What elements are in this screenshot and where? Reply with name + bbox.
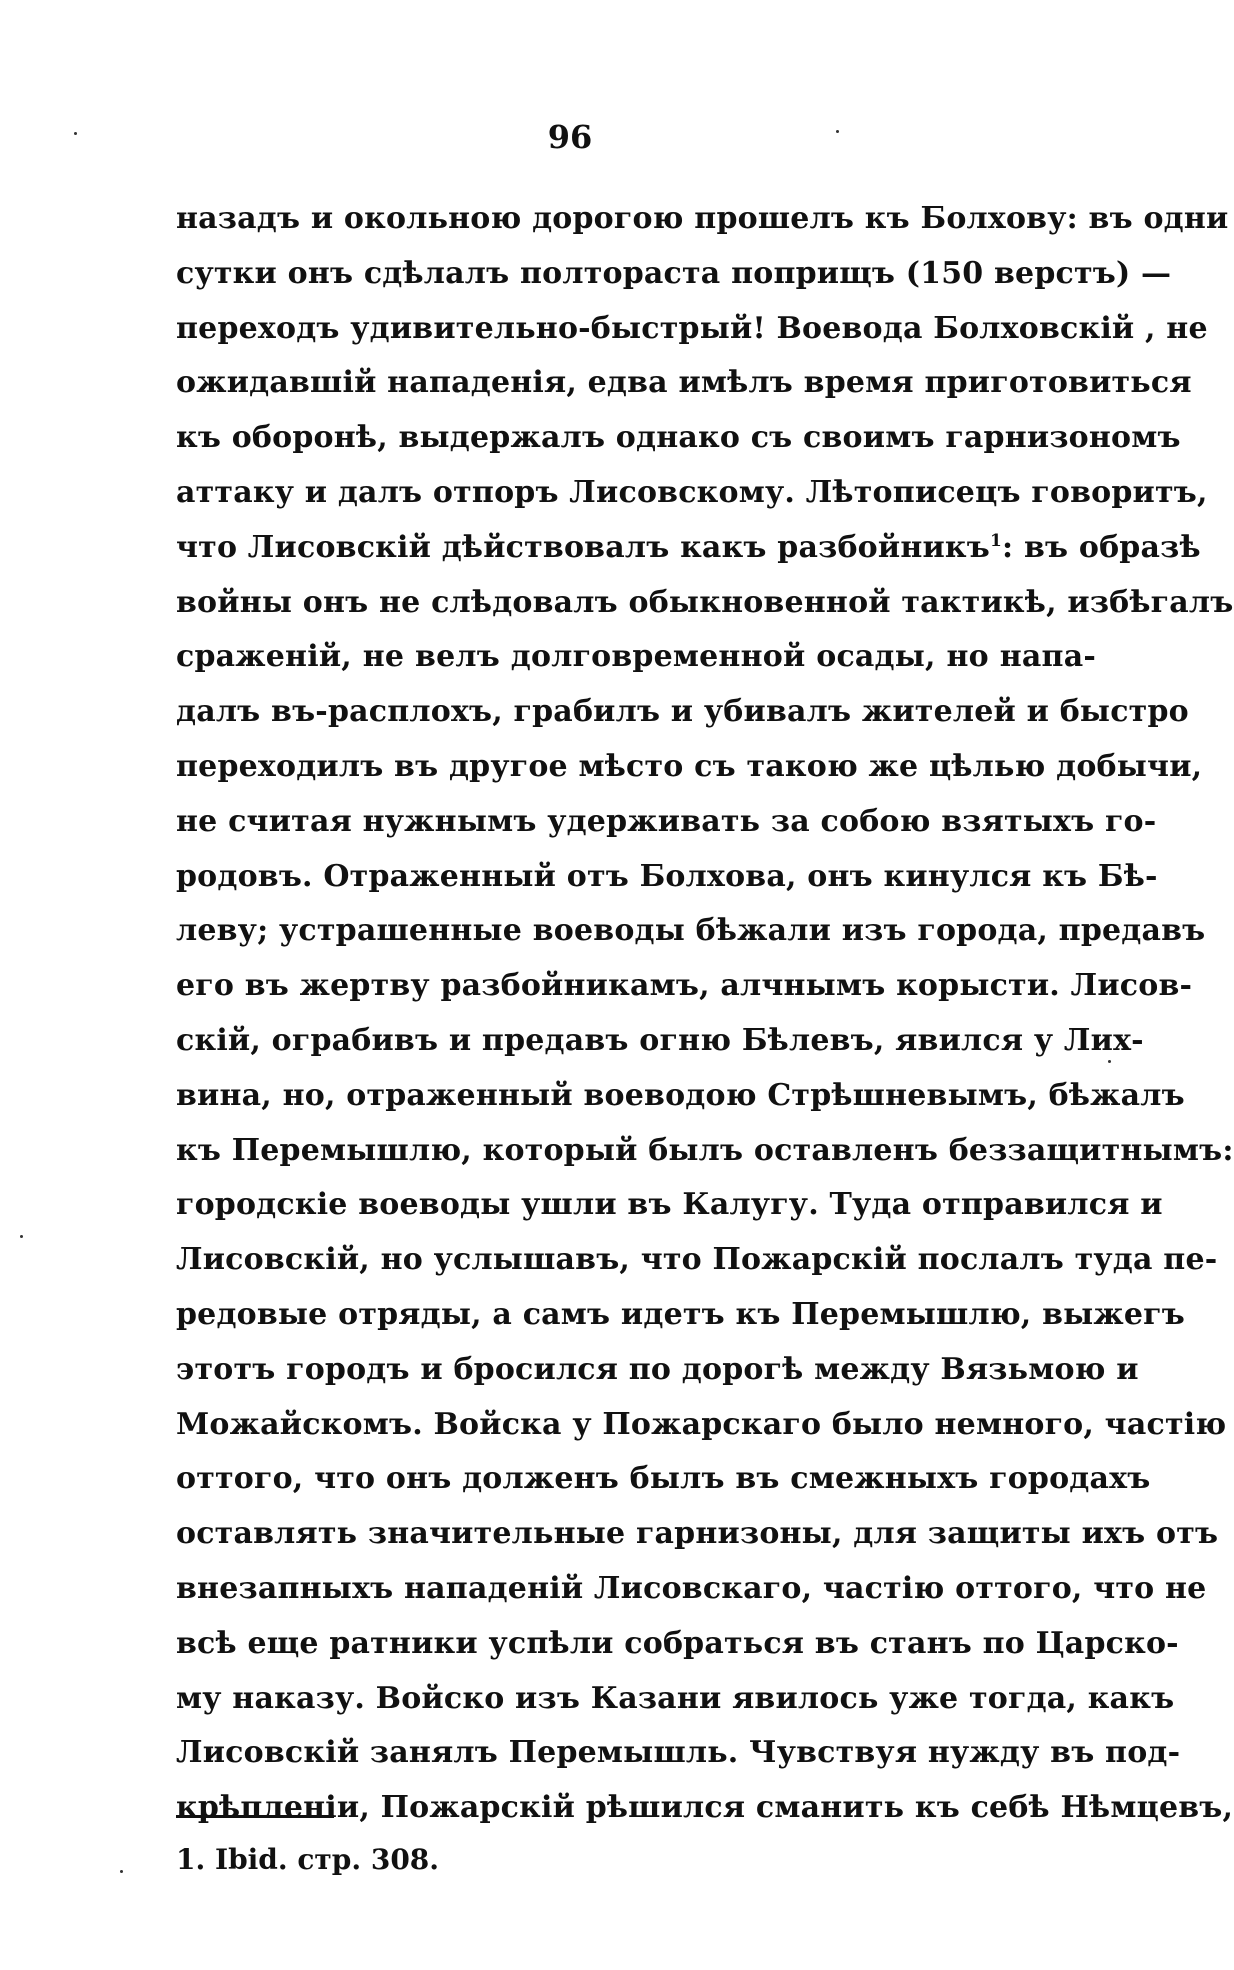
text-line: сраженій, не велъ долговременной осады, но напа- (176, 639, 1096, 675)
print-speck (836, 130, 839, 133)
text-line: внезапныхъ нападеній Лисовскаго, частію оттого, что не (176, 1570, 1207, 1606)
body-text (176, 192, 1234, 1836)
text-line: аттаку и далъ отпоръ Лисовскому. Лѣтописецъ говоритъ, (176, 474, 1208, 510)
text-line: редовые отряды, а самъ идетъ къ Перемышлю, выжегъ (176, 1296, 1185, 1332)
print-speck (74, 132, 77, 135)
text-line: крѣпленіи, Пожарскій рѣшился сманить къ себѣ Нѣмцевъ, (176, 1790, 1234, 1826)
text-line: переходъ удивительно-быстрый! Воевода Болховскій , не (176, 310, 1208, 346)
text-line: городскіе воеводы ушли въ Калугу. Туда отправился и (176, 1187, 1163, 1223)
text-line: не считая нужнымъ удерживать за собою взятыхъ го- (176, 803, 1157, 839)
text-line: леву; устрашенные воеводы бѣжали изъ города, предавъ (176, 913, 1206, 949)
text-line: оттого, что онъ долженъ былъ въ смежныхъ городахъ (176, 1461, 1151, 1497)
page-number: 96 (547, 118, 593, 156)
print-speck (1108, 1060, 1111, 1063)
text-line: далъ въ-расплохъ, грабилъ и убивалъ жителей и быстро (176, 694, 1189, 730)
text-line: переходилъ въ другое мѣсто съ такою же цѣлью добычи, (176, 748, 1203, 784)
footnote-ref: 1 (990, 530, 1003, 551)
text-line-with-footnote-ref (176, 521, 1201, 576)
text-line: сутки онъ сдѣлалъ полтораста поприщъ (150 верстъ) — (176, 255, 1172, 291)
text-line-head: что Лисовскій дѣйствовалъ какъ разбойникъ (176, 529, 991, 565)
text-line: этотъ городъ и бросился по дорогѣ между Вязьмою и (176, 1351, 1139, 1387)
footnote-divider (176, 1815, 334, 1818)
text-line: назадъ и окольною дорогою прошелъ къ Болхову: въ одни (176, 201, 1229, 236)
footnote: 1. Ibid. стр. 308. (176, 1843, 440, 1876)
print-speck (120, 1870, 123, 1873)
text-line: всѣ еще ратники успѣли собраться въ станъ по Царско- (176, 1625, 1179, 1661)
text-line: вина, но, отраженный воеводою Стрѣшневымъ, бѣжалъ (176, 1077, 1185, 1113)
text-line: Лисовскій, но услышавъ, что Пожарскій послалъ туда пе- (176, 1242, 1218, 1278)
text-line: къ Перемышлю, который былъ оставленъ беззащитнымъ: (176, 1132, 1234, 1168)
text-line: его въ жертву разбойникамъ, алчнымъ корысти. Лисов- (176, 968, 1193, 1004)
text-line: ожидавшій нападенія, едва имѣлъ время приготовиться (176, 365, 1192, 401)
text-line: къ оборонѣ, выдержалъ однако съ своимъ гарнизономъ (176, 420, 1181, 456)
text-line: родовъ. Отраженный отъ Болхова, онъ кинулся къ Бѣ- (176, 858, 1158, 894)
text-line-tail: : въ образѣ (1002, 529, 1201, 565)
text-line: Лисовскій занялъ Перемышль. Чувствуя нужду въ под- (176, 1735, 1181, 1771)
text-line: Можайскомъ. Войска у Пожарскаго было немного, частію (176, 1406, 1227, 1442)
text-line: му наказу. Войско изъ Казани явилось уже тогда, какъ (176, 1680, 1175, 1716)
text-line: войны онъ не слѣдовалъ обыкновенной тактикѣ, избѣгалъ (176, 584, 1234, 620)
text-line: оставлять значительные гарнизоны, для защиты ихъ отъ (176, 1516, 1219, 1552)
text-line: скій, ограбивъ и предавъ огню Бѣлевъ, явился у Лих- (176, 1022, 1144, 1058)
print-speck (20, 1235, 23, 1238)
